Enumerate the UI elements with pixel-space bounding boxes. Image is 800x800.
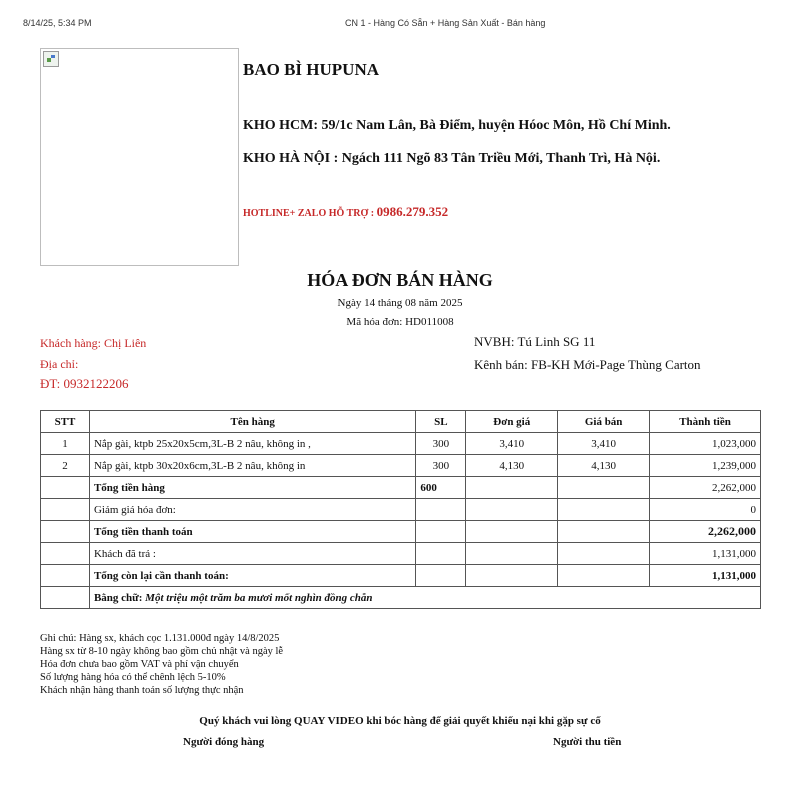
note-line: Hóa đơn chưa bao gồm VAT và phí vận chuyển [40,659,239,670]
hotline-label: HOTLINE+ ZALO HỖ TRỢ : [243,208,375,219]
hotline [243,204,448,220]
quay-video-notice: Quý khách vui lòng QUAY VIDEO khi bóc hàng để giải quyết khiếu nại khi gặp sự cố [199,715,601,727]
customer-address: Địa chỉ: [40,357,79,371]
row-name: Nắp gài, ktpb 25x20x5cm,3L-B 2 nâu, không in , [89,433,415,455]
total-pay-row [41,521,761,543]
discount-row [41,499,761,521]
row-qty: 300 [416,455,466,477]
col-header-stt: STT [41,411,90,433]
col-header-total: Thành tiền [650,411,761,433]
remaining-row [41,565,761,587]
row-sale-price: 3,410 [558,433,650,455]
broken-image-icon [43,51,59,67]
discount-value: 0 [650,499,761,521]
note-line: Ghi chú: Hàng sx, khách cọc 1.131.000đ ngày 14/8/2025 [40,633,280,644]
table-row [41,433,761,455]
seller-nvbh: NVBH: Tú Linh SG 11 [474,334,596,349]
row-total: 1,239,000 [650,455,761,477]
customer-name: Khách hàng: Chị Liên [40,336,147,350]
company-name: BAO BÌ HUPUNA [243,60,380,79]
total-pay-value: 2,262,000 [650,521,761,543]
col-header-name: Tên hàng [89,411,415,433]
in-words-row [41,587,761,609]
row-qty: 300 [416,433,466,455]
note-line: Khách nhận hàng thanh toán số lượng thực nhận [40,685,244,696]
paid-label: Khách đã trả : [89,543,415,565]
in-words [89,587,760,609]
row-total: 1,023,000 [650,433,761,455]
in-words-value: Một triệu một trăm ba mươi mốt nghìn đồng chẵn [145,591,373,604]
row-name: Nắp gài, ktpb 30x20x6cm,3L-B 2 nâu, không in [89,455,415,477]
notes [40,632,283,697]
print-page-title: CN 1 - Hàng Có Sẵn + Hàng Sản Xuất - Bán hàng [345,18,546,28]
in-words-label: Bằng chữ: [93,591,143,604]
customer-phone: ĐT: 0932122206 [40,376,129,391]
row-sale-price: 4,130 [558,455,650,477]
invoice-code: Mã hóa đơn: HD011008 [346,316,454,328]
company-logo-placeholder [40,48,239,266]
print-datetime: 8/14/25, 5:34 PM [23,18,92,28]
remaining-value: 1,131,000 [650,565,761,587]
table-header-row [41,411,761,433]
invoice-date: Ngày 14 tháng 08 năm 2025 [337,297,463,309]
row-unit-price: 3,410 [466,433,558,455]
address-hanoi: KHO HÀ NỘI : Ngách 111 Ngõ 83 Tân Triều Mới, Thanh Trì, Hà Nội. [243,151,661,166]
note-line: Hàng sx từ 8-10 ngày không bao gồm chủ nhật và ngày lễ [40,646,284,657]
remaining-label: Tổng còn lại cần thanh toán: [89,565,415,587]
invoice-title: HÓA ĐƠN BÁN HÀNG [307,270,493,290]
total-pay-label: Tổng tiền thanh toán [89,521,415,543]
sum-goods-label: Tổng tiền hàng [89,477,415,499]
signature-packer: Người đóng hàng [183,736,265,748]
paid-value: 1,131,000 [650,543,761,565]
table-row [41,455,761,477]
sales-channel: Kênh bán: FB-KH Mới-Page Thùng Carton [474,357,701,372]
row-stt: 1 [41,433,90,455]
discount-label: Giảm giá hóa đơn: [89,499,415,521]
invoice-items-table [40,410,761,609]
col-header-qty: SL [416,411,466,433]
col-header-sale-price: Giá bán [558,411,650,433]
note-line: Số lượng hàng hóa có thể chênh lệch 5-10% [40,672,226,683]
hotline-number: 0986.279.352 [376,204,449,219]
sum-qty: 600 [416,477,466,499]
col-header-unit-price: Đơn giá [466,411,558,433]
address-hcm: KHO HCM: 59/1c Nam Lân, Bà Điểm, huyện Hóoc Môn, Hồ Chí Minh. [243,118,671,133]
sum-goods-row [41,477,761,499]
row-stt: 2 [41,455,90,477]
sum-goods-value: 2,262,000 [650,477,761,499]
paid-row [41,543,761,565]
row-unit-price: 4,130 [466,455,558,477]
signature-collector: Người thu tiền [553,736,622,748]
